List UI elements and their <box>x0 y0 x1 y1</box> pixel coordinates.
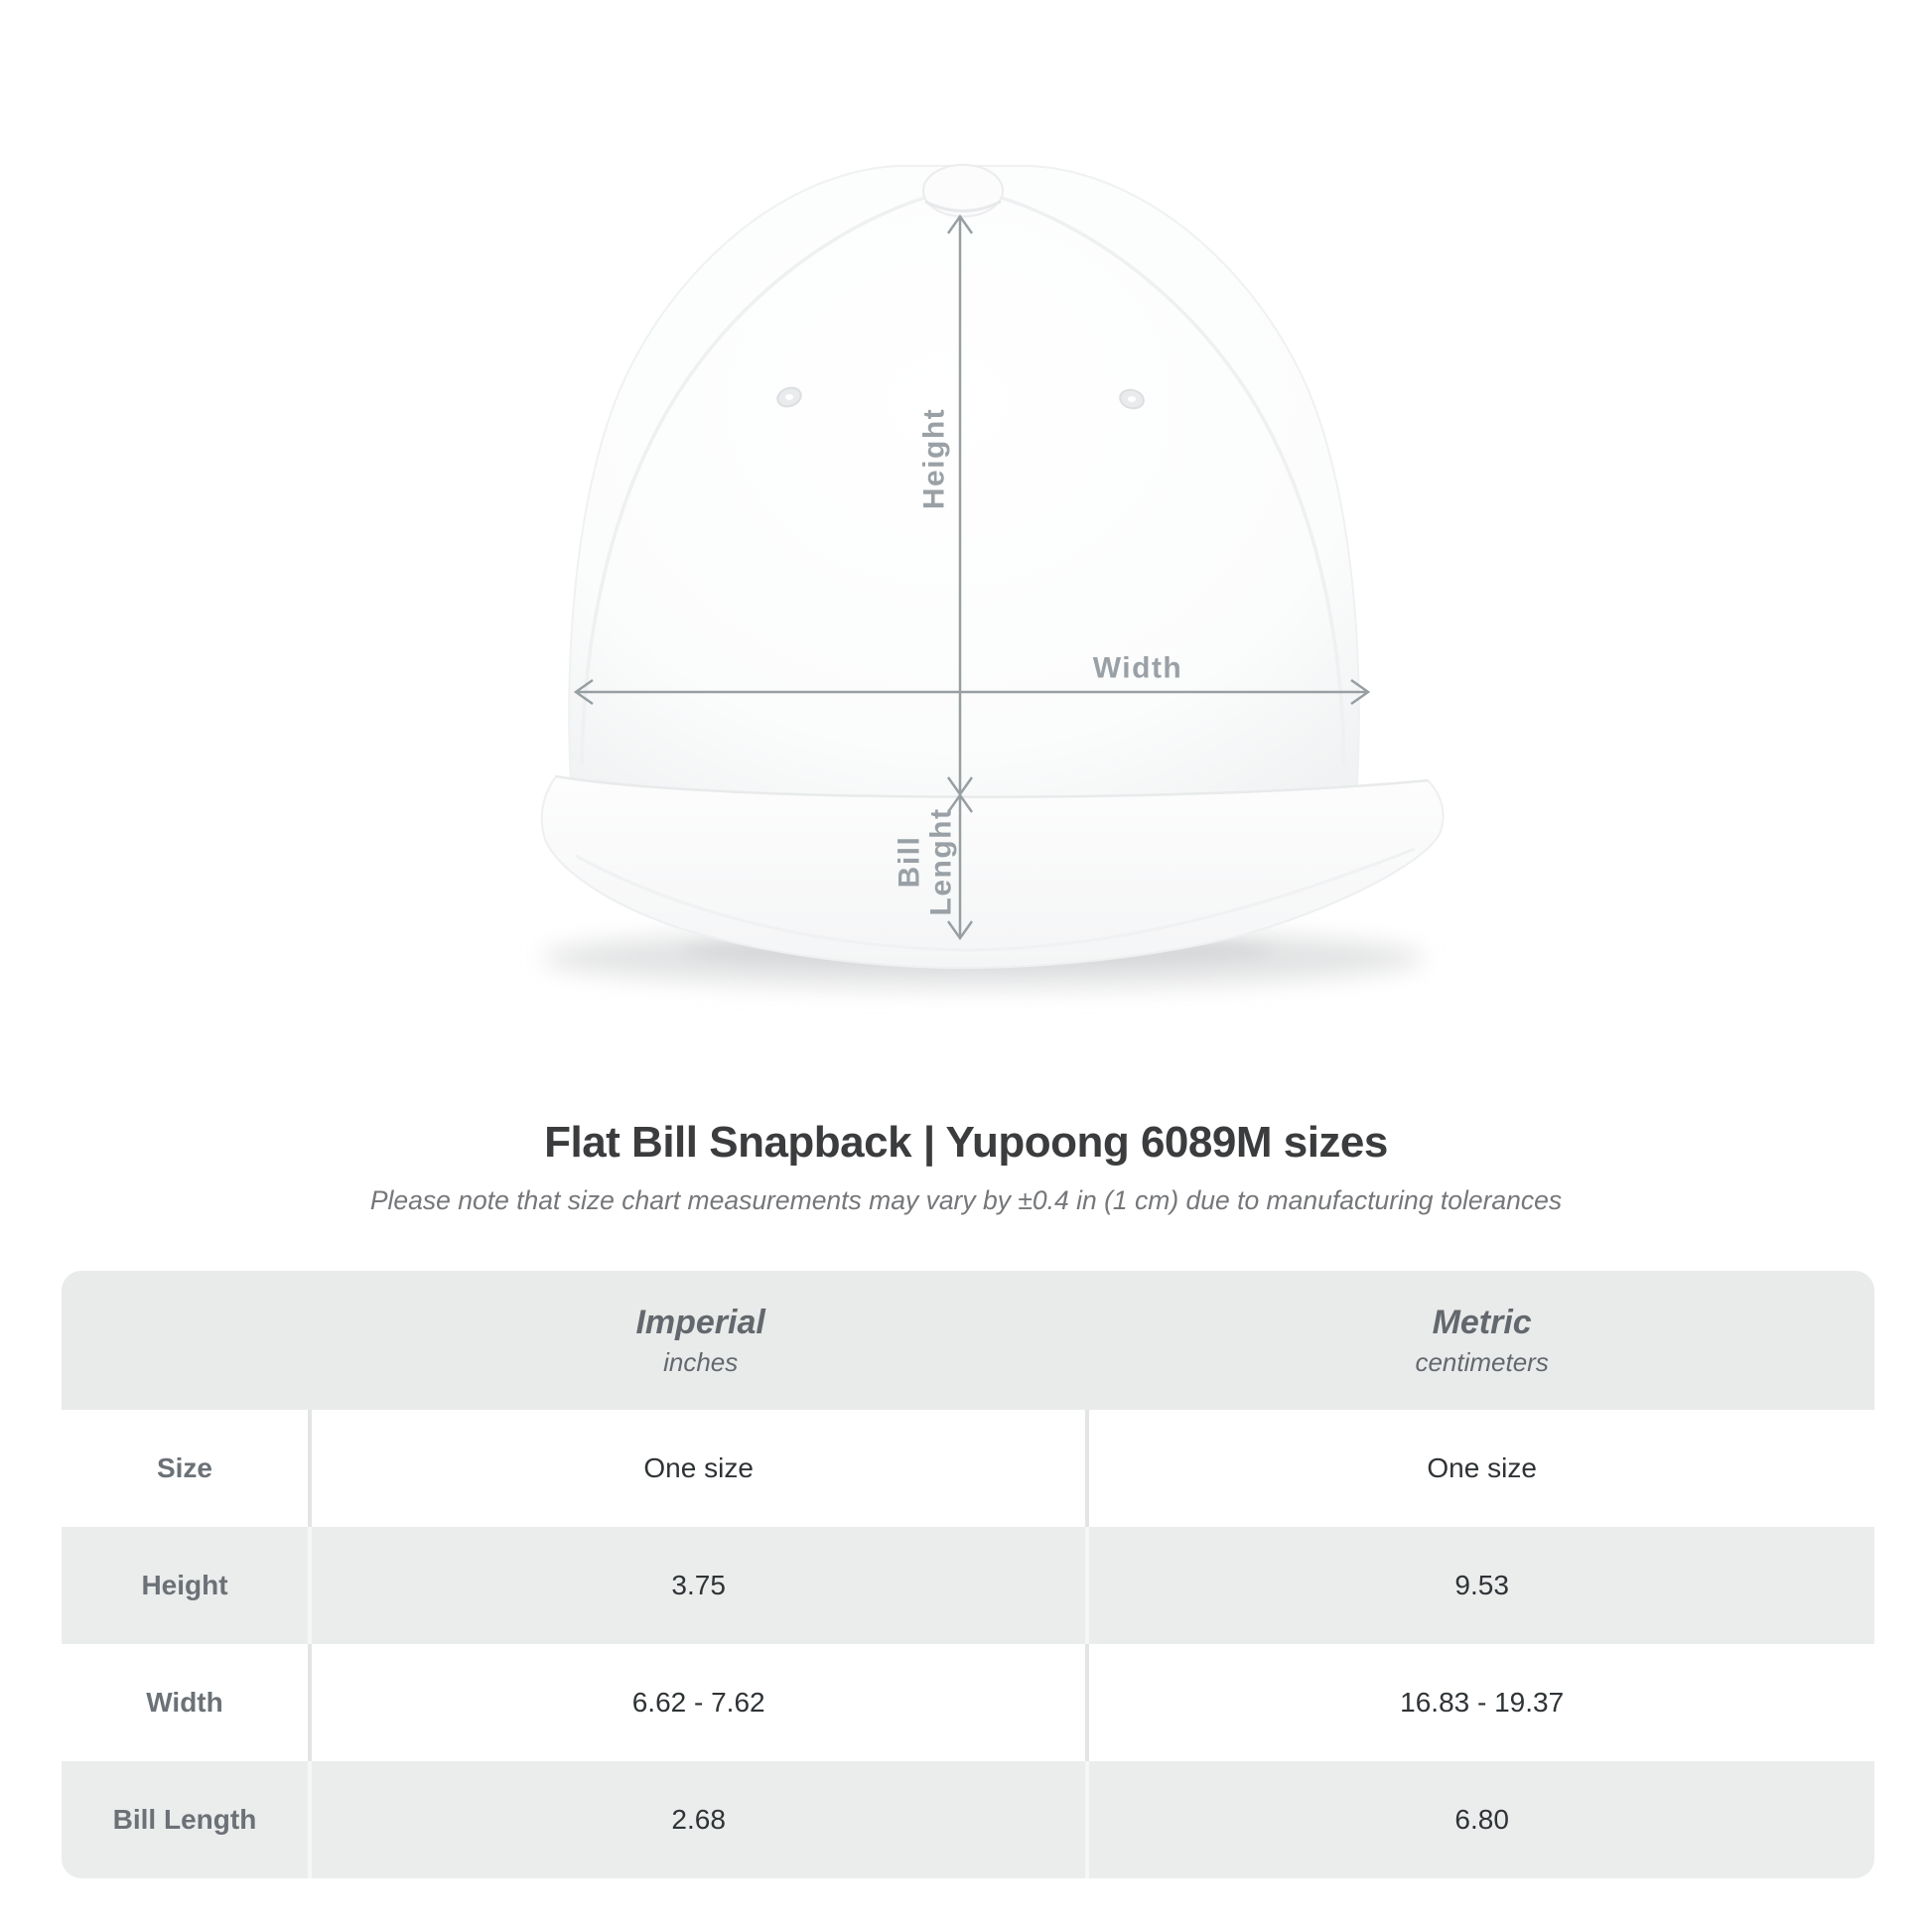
metric-value-cell <box>1089 1527 1874 1644</box>
table-header <box>62 1271 1874 1410</box>
metric-value-cell <box>1089 1761 1874 1878</box>
imperial-value: One size <box>643 1452 754 1483</box>
bill-length-label-line2: Lenght <box>924 807 957 916</box>
crown-shape <box>569 166 1359 824</box>
imperial-column-name: Imperial <box>635 1303 765 1341</box>
imperial-column-unit: inches <box>663 1346 739 1377</box>
metric-column-unit: centimeters <box>1415 1346 1549 1377</box>
metric-value: 9.53 <box>1454 1570 1509 1600</box>
imperial-value-cell <box>312 1761 1089 1878</box>
page-subtitle: Please note that size chart measurements may vary by ±0.4 in (1 cm) due to manufacturing tolerances <box>369 1185 1563 1215</box>
imperial-value: 3.75 <box>671 1570 726 1600</box>
imperial-column-header <box>312 1304 1089 1378</box>
metric-value: 16.83 - 19.37 <box>1400 1687 1565 1718</box>
metric-value: One size <box>1427 1452 1537 1483</box>
metric-value-cell <box>1089 1410 1874 1527</box>
imperial-value: 2.68 <box>671 1804 726 1835</box>
row-label: Bill Length <box>112 1804 257 1835</box>
imperial-value: 6.62 - 7.62 <box>631 1687 765 1718</box>
row-label: Size <box>156 1452 212 1483</box>
width-dimension-label: Width <box>1092 651 1183 685</box>
imperial-value-cell <box>312 1410 1089 1527</box>
page-title: Flat Bill Snapback | Yupoong 6089M sizes <box>544 1118 1388 1167</box>
cap-button <box>923 165 1003 216</box>
metric-column-name: Metric <box>1432 1303 1532 1341</box>
metric-column-header <box>1089 1304 1874 1378</box>
bill-length-label-line1: Bill <box>893 835 926 889</box>
bill-length-dimension-label <box>895 808 957 916</box>
table-row-size <box>62 1410 1874 1527</box>
table-row-width <box>62 1644 1874 1761</box>
row-label-cell <box>62 1644 312 1761</box>
height-dimension-label: Height <box>917 407 951 510</box>
row-label: Width <box>146 1687 223 1718</box>
metric-value-cell <box>1089 1644 1874 1761</box>
row-label-cell <box>62 1527 312 1644</box>
metric-value: 6.80 <box>1454 1804 1509 1835</box>
row-label-cell <box>62 1761 312 1878</box>
imperial-value-cell <box>312 1644 1089 1761</box>
row-label-cell <box>62 1410 312 1527</box>
size-table <box>62 1271 1874 1878</box>
imperial-value-cell <box>312 1527 1089 1644</box>
table-row-bill-length <box>62 1761 1874 1878</box>
row-label: Height <box>141 1570 228 1600</box>
table-row-height <box>62 1527 1874 1644</box>
